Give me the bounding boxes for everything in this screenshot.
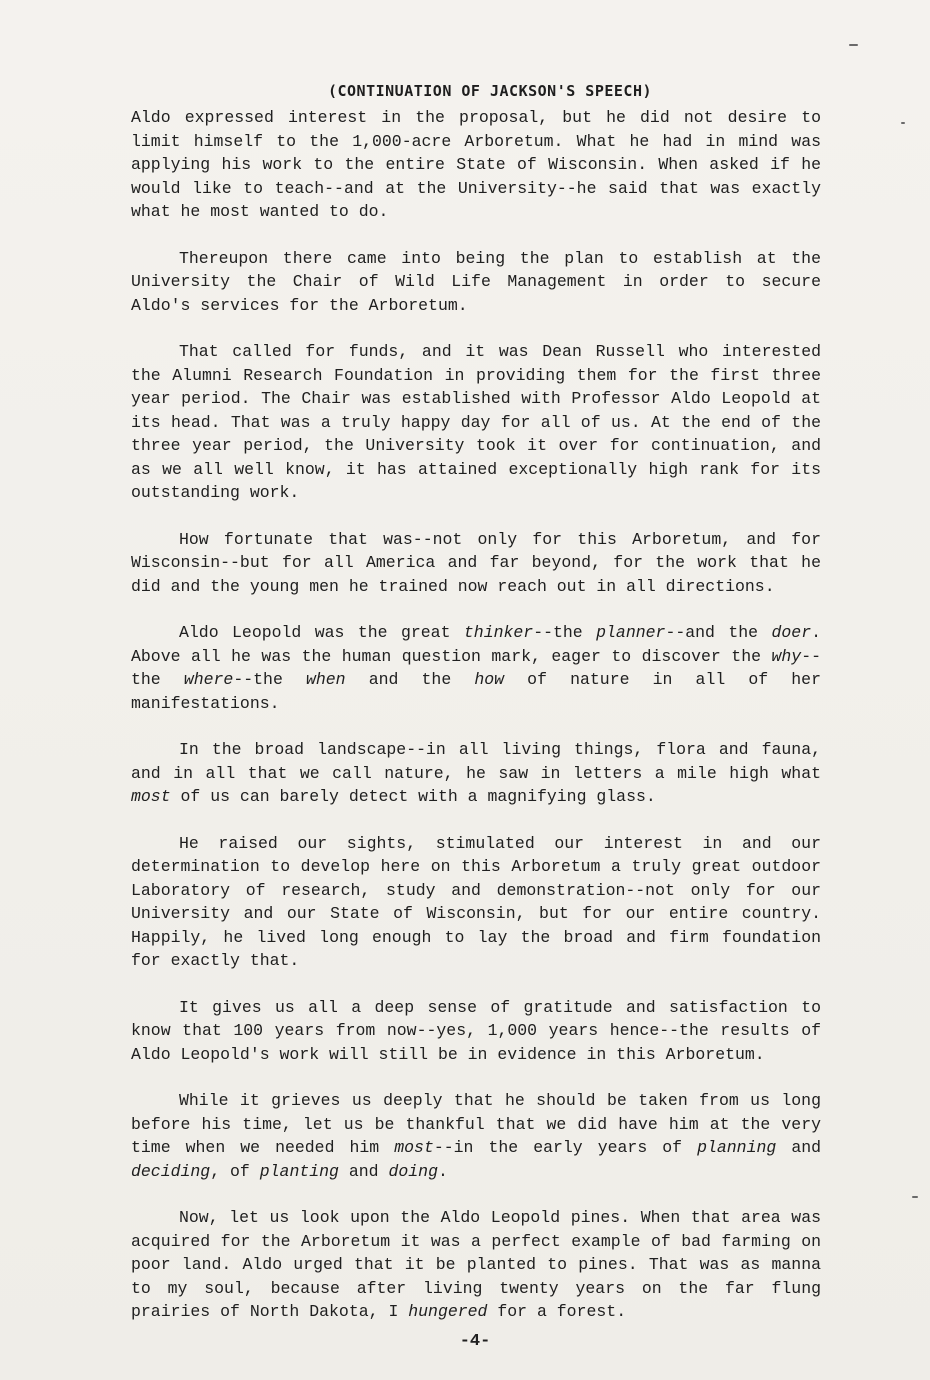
paragraph-text: --and the [665,623,772,642]
paragraph-text: , of [210,1161,260,1181]
paragraph-text: He raised our sights, stimulated our interest in and our determination to develop here on this Arboretum a truly great outdoor Laboratory of research, study and demonstration--not only for our University and our State of Wisconsin, but for our entire country. Happily, he lived long enough to lay the broad and firm foundation for exactly that. [131,833,821,970]
body-text [131,106,821,1347]
emphasized-text: why [771,646,802,666]
paragraph-text: --in the early years of [433,1138,698,1157]
paragraph [131,247,821,318]
paragraph-text: and [338,1161,389,1181]
paragraph [131,1206,821,1324]
paragraph-text: of us can barely detect with a magnifying glass. [170,787,656,806]
paragraph-text: How fortunate that was--not only for this Arboretum, and for Wisconsin--but for all America and far beyond, for the work that he did and the young men he trained now reach out in all directions. [131,529,821,596]
emphasized-text: thinker [463,623,534,642]
paragraph-text: . [437,1161,448,1181]
paragraph [131,832,821,973]
scan-speck [912,1196,918,1198]
emphasized-text: how [474,670,505,689]
paragraph-text: . Above all he was the human question mark, eager to discover the [131,623,821,666]
page-heading: (CONTINUATION OF JACKSON'S SPEECH) [327,82,653,100]
paragraph-text: --the [533,623,597,642]
paragraph [131,106,821,224]
emphasized-text: doer [771,623,812,642]
paragraph-text: While it grieves us deeply that he should be taken from us long before his time, let us be thankful that we did have him at the very time when we needed him [131,1091,821,1157]
paragraph-text: for a forest. [487,1302,627,1321]
paragraph-text: and [776,1138,822,1157]
paragraph-text: --the [131,646,821,689]
paragraph-text: --the [233,670,306,689]
paragraph [131,996,821,1067]
emphasized-text: most [394,1138,434,1157]
paragraph-text: Thereupon there came into being the plan to establish at the University the Chair of Wild Life Management in order to secure Aldo's services for the Arboretum. [131,248,821,315]
paragraph [131,528,821,599]
emphasized-text: planner [596,623,666,642]
paragraph [131,340,821,505]
emphasized-text: most [131,787,171,806]
paragraph [131,621,821,715]
scan-speck [849,44,858,46]
paragraph-text: Now, let us look upon the Aldo Leopold pines. When that area was acquired for the Arboretum it was a perfect example of bad farming on poor land. Aldo urged that it be planted to pines. That was as manna to my soul, because after living twenty years on the far flung prairies of North Dakota, I [131,1208,821,1321]
paragraph-text: In the broad landscape--in all living things, flora and fauna, and in all that we call nature, he saw in letters a mile high what [131,740,821,783]
scan-speck [901,122,905,124]
paragraph-text: of nature in all of her manifestations. [131,670,821,713]
paragraph [131,1089,821,1183]
paragraph-text: Aldo Leopold was the great [179,623,464,642]
emphasized-text: doing [388,1161,438,1181]
emphasized-text: where [183,670,234,689]
page-number: -4- [459,1332,491,1351]
emphasized-text: planning [697,1138,777,1157]
emphasized-text: hungered [408,1302,488,1321]
paragraph-text: It gives us all a deep sense of gratitude and satisfaction to know that 100 years from now--yes, 1,000 years hence--the results of Aldo Leopold's work will still be in evidence in this Arboretum. [131,997,821,1064]
emphasized-text: deciding [131,1161,211,1181]
emphasized-text: when [305,670,346,689]
paragraph-text: and the [345,670,475,689]
emphasized-text: planting [259,1161,339,1181]
paragraph-text: Aldo expressed interest in the proposal, but he did not desire to limit himself to the 1,000-acre Arboretum. What he had in mind was applying his work to the entire State of Wisconsin. When asked if he would like to teach--and at the University--he said that was exactly what he most wanted to do. [131,108,821,221]
paragraph-text: That called for funds, and it was Dean Russell who interested the Alumni Research Foundation in providing them for the first three year period. The Chair was established with Professor Aldo Leopold at its head. That was a truly happy day for all of us. At the end of the three year period, the University took it over for continuation, and as we all well know, it has attained exceptionally high rank for its outstanding work. [131,342,821,502]
paragraph [131,738,821,809]
